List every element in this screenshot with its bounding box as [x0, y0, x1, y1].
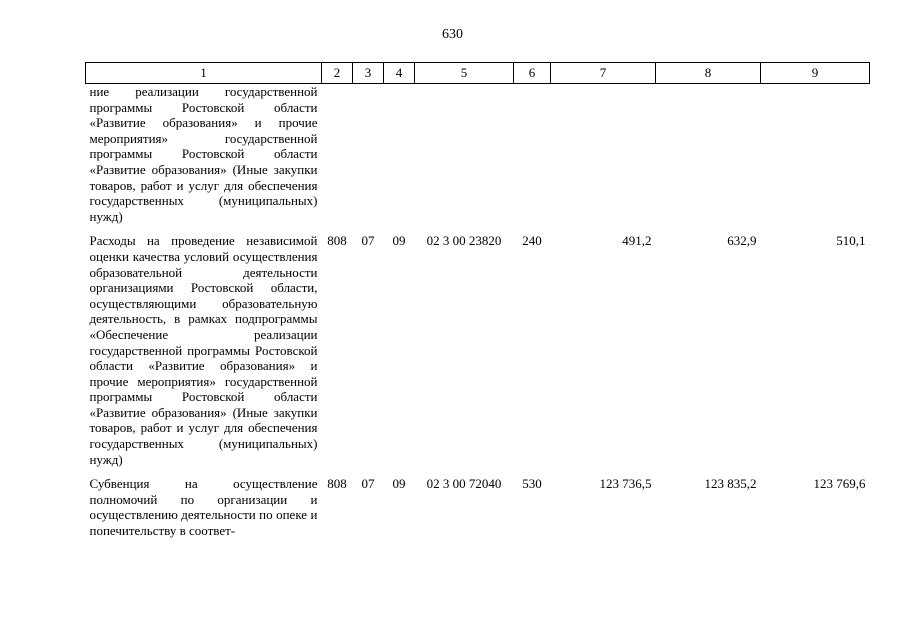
- expense-type-code: 240: [522, 233, 542, 249]
- amount-col-9: 510,1: [836, 233, 866, 249]
- column-header: 6: [514, 63, 551, 84]
- table-row: [86, 233, 870, 476]
- row-description: Расходы на проведение независимой оценки качества условий осуществления образовательной деятельности организациями Ростовской области, осуществляющими образовательную деятельность, в рамках подпрограммы «Обеспечение реализации государственной программы Ростовской области «Развитие образования» и прочие мероприятия» государственной программы Ростовской области «Развитие образования» (Иные закупки товаров, работ и услуг для обеспечения государственных (муниципальных) нужд): [89, 233, 318, 467]
- column-header: 9: [761, 63, 870, 84]
- section-code: [353, 84, 384, 234]
- subsection-code: [384, 84, 415, 234]
- amount-col-8: 123 835,2: [704, 476, 757, 492]
- table-header-row: [86, 63, 870, 84]
- section-code: 07: [361, 476, 375, 492]
- page-number: 630: [442, 27, 463, 42]
- column-header: 4: [384, 63, 415, 84]
- row-description: Субвенция на осуществление полномочий по организации и осуществлению деятельности по опеке и попечительству в соответ-: [89, 476, 318, 539]
- column-header: 3: [353, 63, 384, 84]
- amount-col-7: 123 736,5: [599, 476, 652, 492]
- ministry-code: [322, 84, 353, 234]
- amount-col-7: 491,2: [622, 233, 652, 249]
- ministry-code: 808: [327, 233, 347, 249]
- budget-table: [85, 62, 870, 539]
- subsection-code: 09: [392, 233, 406, 249]
- table-row: [86, 84, 870, 234]
- amount-col-8: [656, 84, 761, 234]
- expense-type-code: [514, 84, 551, 234]
- target-article-code: [415, 84, 514, 234]
- section-code: 07: [361, 233, 375, 249]
- amount-col-9: 123 769,6: [813, 476, 866, 492]
- column-header: 1: [86, 63, 322, 84]
- column-header: 8: [656, 63, 761, 84]
- ministry-code: 808: [327, 476, 347, 492]
- expense-type-code: 530: [522, 476, 542, 492]
- amount-col-7: [551, 84, 656, 234]
- column-header: 7: [551, 63, 656, 84]
- column-header: 2: [322, 63, 353, 84]
- row-description: ние реализации государственной программы Ростовской области «Развитие образования» и прочие мероприятия» государственной программы Ростовской области «Развитие образования» (Иные закупки товаров, работ и услуг для обеспечения государственных (муниципальных) нужд): [89, 84, 318, 224]
- target-article-code: 02 3 00 72040: [426, 476, 502, 492]
- amount-col-9: [761, 84, 870, 234]
- column-header: 5: [415, 63, 514, 84]
- amount-col-8: 632,9: [727, 233, 757, 249]
- target-article-code: 02 3 00 23820: [426, 233, 502, 249]
- subsection-code: 09: [392, 476, 406, 492]
- table-row: [86, 476, 870, 538]
